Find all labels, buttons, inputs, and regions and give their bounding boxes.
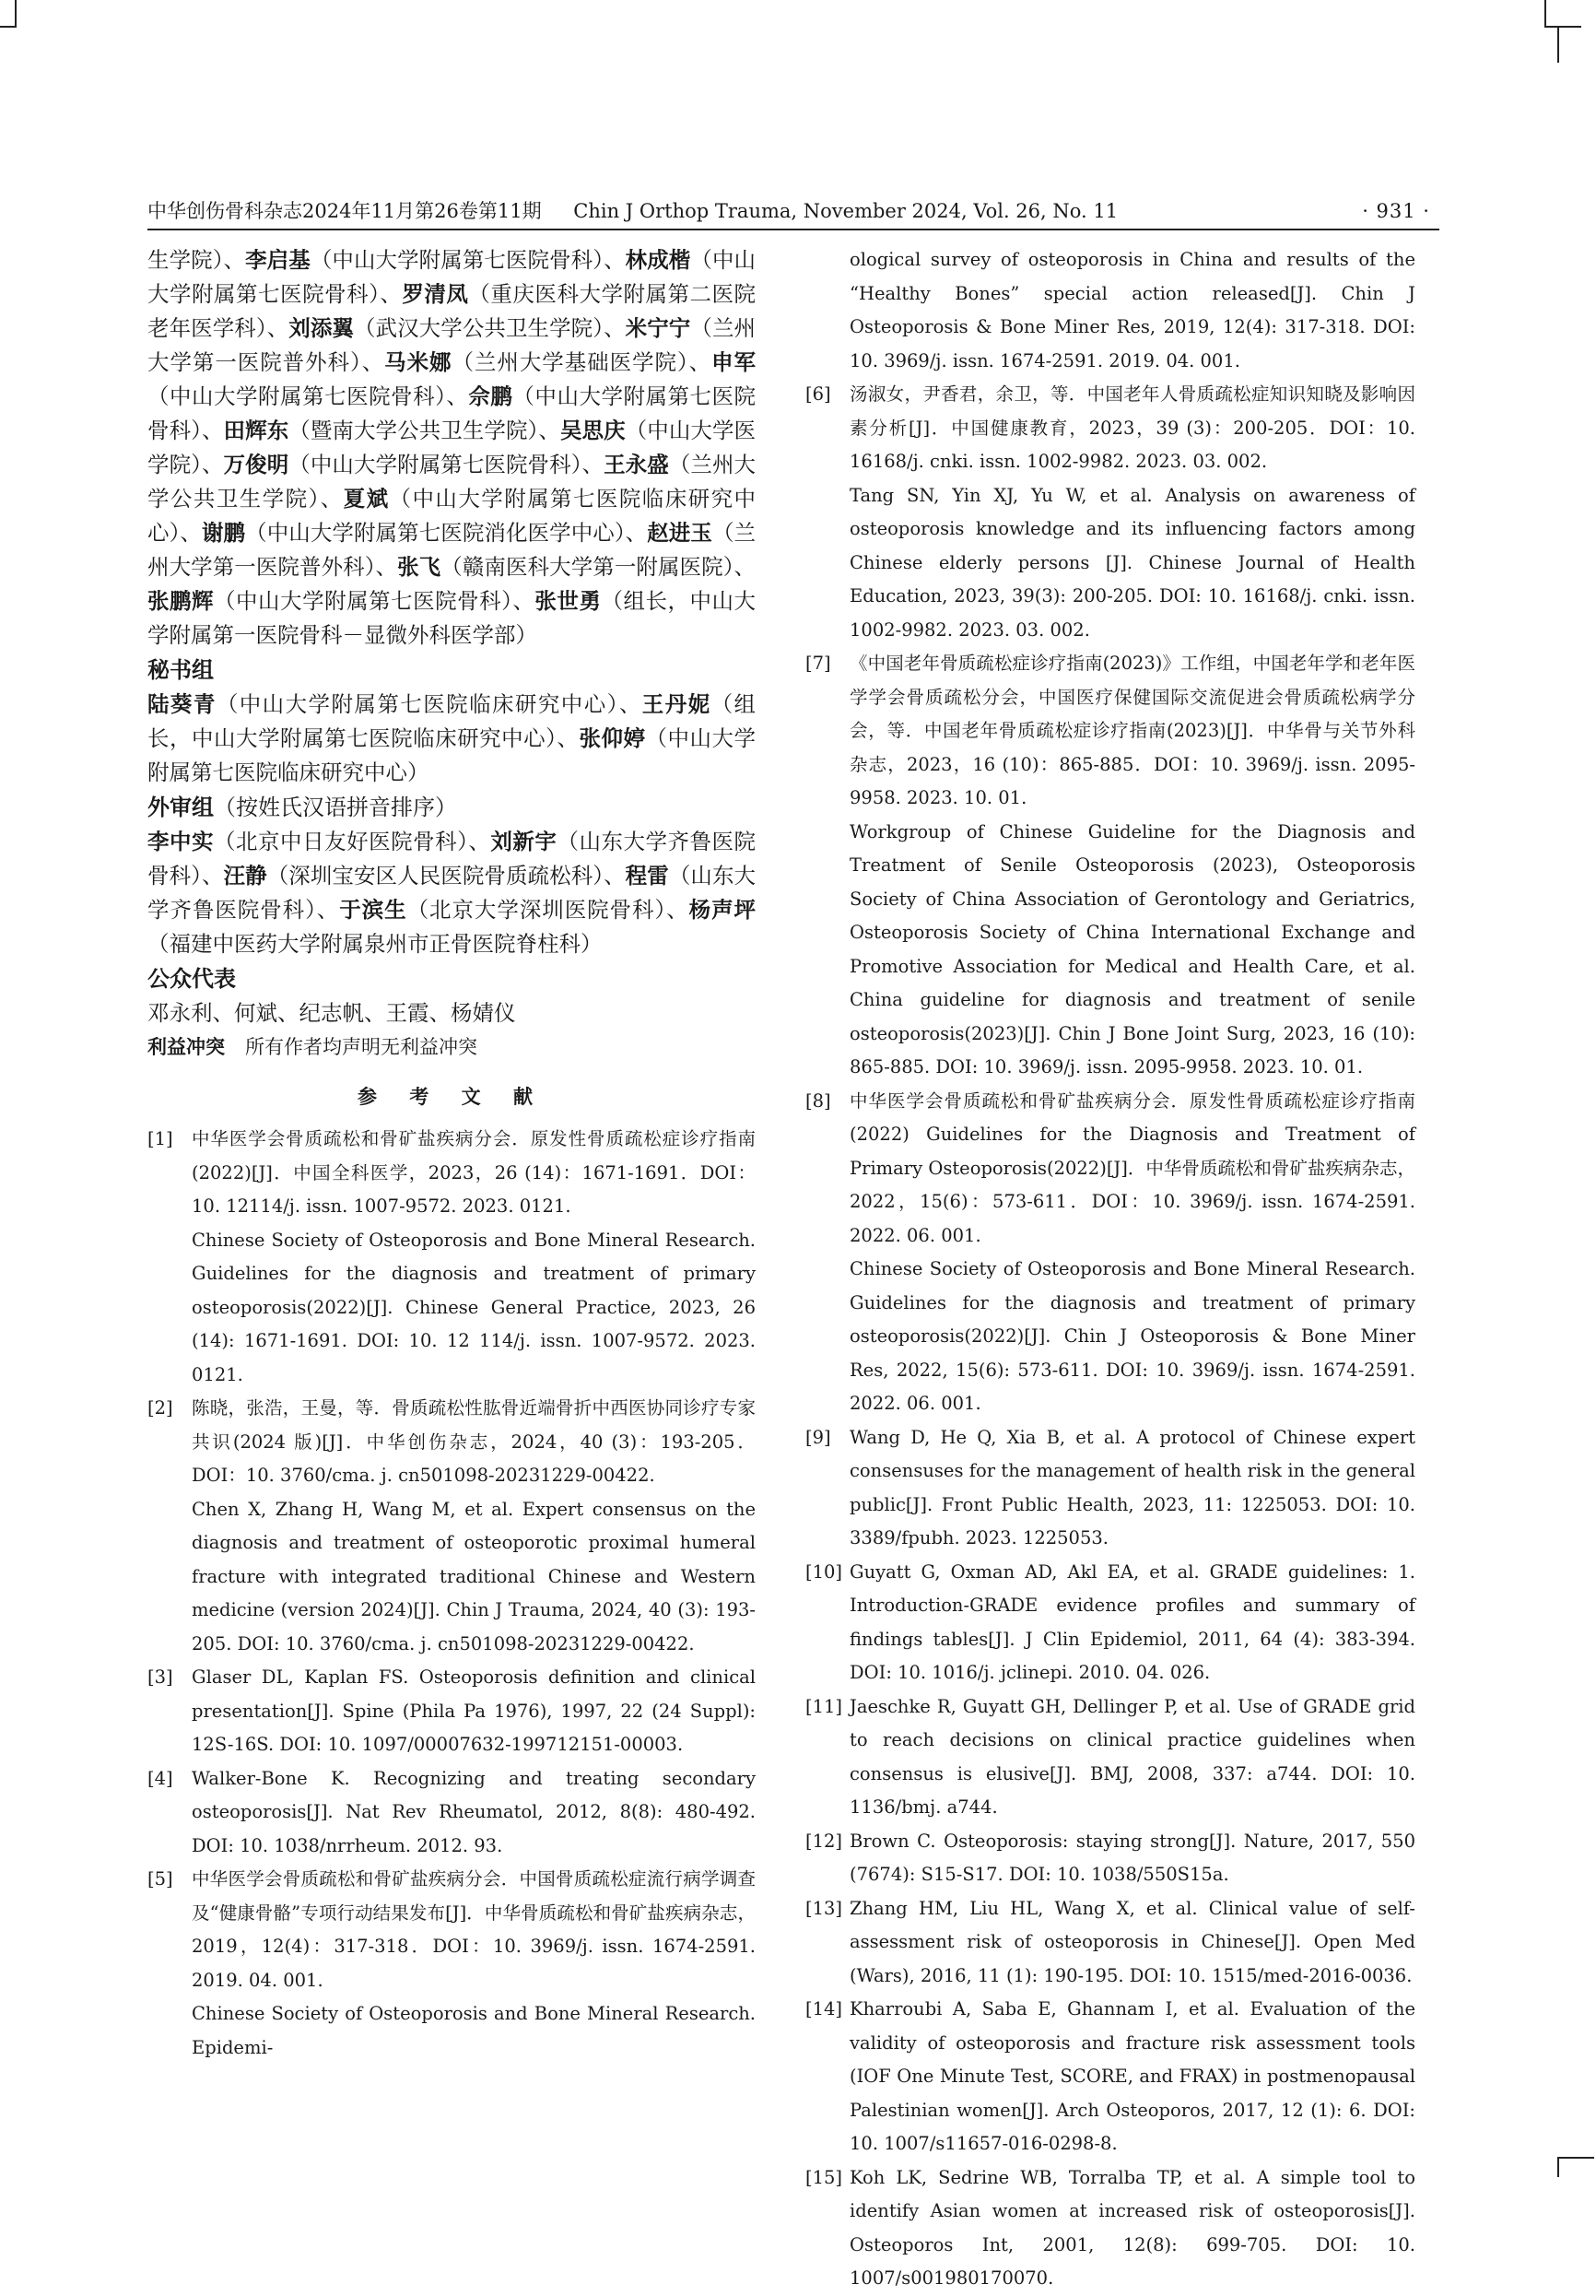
member-name: 林成楷 (625, 247, 691, 273)
member-affiliation: （中山大学医学院）、 (147, 418, 757, 477)
reference-item (805, 2161, 1415, 2296)
member-affiliation: （中山大学附属第七医院骨科）、 (214, 588, 535, 614)
member-affiliation: （武汉大学公共卫生学院）、 (353, 315, 626, 341)
member-affiliation: （中山大学附属第七医院临床研究中心）、 (147, 486, 757, 546)
reference-number: [12] (805, 1830, 843, 1852)
reference-item (805, 1993, 1415, 2161)
reference-item (805, 243, 1415, 378)
reference-text: Guyatt G, Oxman AD, Akl EA, et al. GRADE guidelines: 1. Introduction-GRADE evidence profiles and summary of findings tables[J]. J Clin Epidemiol, 2011, 64 (4): 383-394. DOI: 10. 1016/j. jclinepi. 2010. 04. 026. (850, 1560, 1415, 1683)
reference-number: [8] (805, 1089, 831, 1112)
reference-number: [2] (147, 1397, 173, 1419)
page-number: · 931 · (1362, 200, 1430, 222)
member-name: 刘添翼 (288, 315, 354, 341)
external-review-title: 外审组 (147, 794, 214, 820)
member-name: 李中实 (147, 829, 215, 854)
member-affiliation: （兰州大学第一医院普外科）、 (147, 520, 757, 580)
reference-number: [3] (147, 1666, 173, 1688)
crop-mark (1544, 0, 1546, 28)
crop-mark (15, 0, 17, 28)
member-affiliation: （中山大学附属第七医院骨科）、 (147, 383, 757, 443)
reference-item (147, 1863, 756, 2065)
public-reps-heading: 公众代表 (147, 965, 236, 992)
reference-text: Kharroubi A, Saba E, Ghannam I, et al. Evaluation of the validity of osteoporosis and fracture risk assessment tools (IOF One Minute Test, SCORE, and FRAX) in postmenopausal Palestinian women[J]. Arch Osteoporos, 2017, 12 (1): 6. DOI: 10. 1007/s11657-016-0298-8. (850, 1998, 1415, 2154)
member-name: 米宁宁 (625, 315, 691, 341)
member-name: 申军 (711, 349, 757, 375)
member-affiliation: （福建中医药大学附属泉州市正骨医院脊柱科） (147, 931, 603, 957)
member-affiliation: （深圳宝安区人民医院骨质疏松科）、 (266, 863, 626, 889)
member-affiliation: （中山大学附属第七医院骨科）、 (288, 452, 604, 477)
reference-number: [13] (805, 1897, 843, 1919)
reference-text: Wang D, He Q, Xia B, et al. A protocol of Chinese expert consensuses for the management of health risk in the general public[J]. Front Public Health, 2023, 11: 1225053. DOI: 10. 3389/fpubh. 2023. 1225053. (850, 1426, 1415, 1548)
reference-number: [11] (805, 1695, 843, 1717)
reference-number: [1] (147, 1128, 173, 1149)
reference-text: 《中国老年骨质疏松症诊疗指南(2023)》工作组，中国老年学和老年医学学会骨质疏松分会，中国医疗保健国际交流促进会骨质疏松病学分会，等．中国老年骨质疏松症诊疗指南(2023)[J]．中华骨与关节外科杂志，2023，16 (10)：865-885．DOI：10. 3969/j. issn. 2095-9958. 2023. 10. 01. (850, 653, 1415, 808)
reference-number: [5] (147, 1868, 173, 1890)
member-affiliation: （中山大学附属第七医院临床研究中心）、 (216, 691, 642, 717)
reference-text: 陈晓，张浩，王曼，等．骨质疏松性肱骨近端骨折中西医协同诊疗专家共识(2024 版)[J]．中华创伤杂志，2024，40 (3)：193-205．DOI：10. 3760/cma. j. cn501098-20231229-00422. (192, 1397, 756, 1486)
crop-mark (1557, 26, 1559, 63)
member-affiliation: （重庆医科大学附属第二医院老年医学科）、 (147, 281, 757, 341)
running-header (147, 197, 1439, 230)
journal-cn: 中华创伤骨科杂志2024年11月第26卷第11期 (147, 200, 542, 222)
conflict-statement (147, 1030, 756, 1064)
crop-mark (1557, 2157, 1594, 2159)
reference-number: [9] (805, 1426, 831, 1448)
reference-english: Tang SN, Yin XJ, Yu W, et al. Analysis on awareness of osteoporosis knowledge and its influencing factors among Chinese elderly persons [J]. Chinese Journal of Health Education, 2023, 39(3): 200-205. DOI: 10. 16168/j. cnki. issn. 1002-9982. 2023. 03. 002. (850, 484, 1415, 641)
reference-item (805, 1825, 1415, 1892)
member-name: 万俊明 (223, 452, 289, 477)
member-name: 马米娜 (384, 349, 452, 375)
reference-text: Koh LK, Sedrine WB, Torralba TP, et al. A simple tool to identify Asian women at increased risk of osteoporosis[J]. Osteoporos Int, 2001, 12(8): 699-705. DOI: 10. 1007/s001980170070. (850, 2166, 1415, 2289)
left-column (147, 243, 756, 2065)
reference-english: Chen X, Zhang H, Wang M, et al. Expert consensus on the diagnosis and treatment of osteoporotic proximal humeral fracture with integrated traditional Chinese and Western medicine (version 2024)[J]. Chin J Trauma, 2024, 40 (3): 193-205. DOI: 10. 3760/cma. j. cn501098-20231229-00422. (192, 1498, 756, 1654)
reference-item (805, 378, 1415, 647)
reference-item (805, 1556, 1415, 1690)
reference-text: Walker-Bone K. Recognizing and treating secondary osteoporosis[J]. Nat Rev Rheumatol, 2012, 8(8): 480-492. DOI: 10. 1038/nrrheum. 2012. 93. (192, 1767, 756, 1856)
member-affiliation: （中山大学附属第七医院骨科）、 (310, 247, 626, 273)
reference-english: Chinese Society of Osteoporosis and Bone Mineral Research. Epidemi- (192, 2003, 756, 2058)
reference-item (805, 1892, 1415, 1994)
member-affiliation: （兰州大学公共卫生学院）、 (147, 452, 757, 512)
member-affiliation: （兰州大学第一医院普外科）、 (147, 315, 757, 375)
member-name: 张世勇 (534, 588, 602, 614)
member-affiliation: （山东大学齐鲁医院骨科）、 (147, 863, 757, 923)
reference-item (147, 1392, 756, 1661)
reference-text: 汤淑女，尹香君，余卫，等．中国老年人骨质疏松症知识知晓及影响因素分析[J]．中国健康教育，2023，39 (3)：200-205．DOI：10. 16168/j. cnki. issn. 1002-9982. 2023. 03. 002. (850, 383, 1415, 472)
member-name: 谢鹏 (201, 520, 246, 546)
member-name: 张飞 (397, 554, 441, 580)
member-name: 王丹妮 (641, 691, 711, 717)
right-column (805, 243, 1415, 2296)
reference-item (805, 1690, 1415, 1825)
reference-number: [7] (805, 653, 831, 674)
reference-item (147, 1661, 756, 1762)
reference-number: [15] (805, 2166, 843, 2188)
reference-text: 中华医学会骨质疏松和骨矿盐疾病分会．原发性骨质疏松症诊疗指南(2022) Guidelines for the Diagnosis and Treatment of Primary Osteoporosis(2022)[J]．中华骨质疏松和骨矿盐疾病杂志，2022，15(6)：573-611．DOI：10. 3969/j. issn. 1674-2591. 2022. 06. 001. (850, 1089, 1415, 1246)
secretariat-heading: 秘书组 (147, 656, 214, 683)
member-affiliation: （兰州大学基础医学院）、 (452, 349, 712, 375)
member-affiliation: （赣南医科大学第一附属医院）、 (440, 554, 757, 580)
member-affiliation: （暨南大学公共卫生学院）、 (288, 418, 560, 443)
reference-english: Workgroup of Chinese Guideline for the Diagnosis and Treatment of Senile Osteoporosis (2023), Osteoporosis Society of China Association of Gerontology and Geriatrics, Osteoporosis Society of China International Exchange and Promotive Association for Medical and Health Care, et al. China guideline for diagnosis and treatment of senile osteoporosis(2023)[J]. Chin J Bone Joint Surg, 2023, 16 (10): 865-885. DOI: 10. 3969/j. issn. 2095-9958. 2023. 10. 01. (850, 820, 1415, 1077)
reference-text: 中华医学会骨质疏松和骨矿盐疾病分会．原发性骨质疏松症诊疗指南(2022)[J]．中国全科医学，2023，26 (14)：1671-1691．DOI：10. 12114/j. issn. 1007-9572. 2023. 0121. (192, 1128, 756, 1217)
member-name: 杨声坪 (688, 897, 757, 923)
member-name: 吴思庆 (559, 418, 626, 443)
member-name: 赵进玉 (647, 520, 712, 546)
journal-en: Chin J Orthop Trauma, November 2024, Vol. 26, No. 11 (573, 200, 1119, 222)
reference-number: [14] (805, 1998, 843, 2019)
reference-text: 中华医学会骨质疏松和骨矿盐疾病分会．中国骨质疏松症流行病学调查及“健康骨骼”专项行动结果发布[J]．中华骨质疏松和骨矿盐疾病杂志，2019，12(4)：317-318．DOI：10. 3969/j. issn. 1674-2591. 2019. 04. 001. (192, 1868, 756, 1991)
member-name: 陆葵青 (147, 691, 217, 717)
journal-info (147, 197, 1144, 225)
crop-mark (1544, 26, 1581, 28)
reference-number: [4] (147, 1767, 173, 1789)
member-affiliation: 生学院）、 (147, 247, 246, 273)
reference-text: Brown C. Osteoporosis: staying strong[J]. Nature, 2017, 550 (7674): S15-S17. DOI: 10. 1038/550S15a. (850, 1830, 1415, 1885)
member-affiliation: （山东大学齐鲁医院骨科）、 (147, 829, 757, 889)
member-affiliation: （北京中日友好医院骨科）、 (214, 829, 491, 854)
reference-english: Chinese Society of Osteoporosis and Bone Mineral Research. Guidelines for the diagnosis and treatment of primary osteoporosis(2022)[J]. Chin J Osteoporosis & Bone Miner Res, 2022, 15(6): 573-611. DOI: 10. 3969/j. issn. 1674-2591. 2022. 06. 001. (850, 1258, 1415, 1414)
reference-number: [6] (805, 383, 831, 405)
member-affiliation: （中山大学附属第七医院骨科）、 (147, 247, 757, 307)
member-affiliation: （组长，中山大学附属第七医院临床研究中心）、 (147, 691, 757, 751)
reference-item (147, 1123, 756, 1392)
member-name: 李启基 (245, 247, 311, 273)
references-list-left (147, 1123, 756, 2065)
reference-english: Chinese Society of Osteoporosis and Bone Mineral Research. Guidelines for the diagnosis and treatment of primary osteoporosis(2022)[J]. Chinese General Practice, 2023, 26 (14): 1671-1691. DOI: 10. 12 114/j. issn. 1007-9572. 2023. 0121. (192, 1229, 756, 1385)
authors-list (147, 243, 756, 653)
reference-item (805, 1421, 1415, 1556)
member-affiliation: （中山大学附属第七医院骨科）、 (147, 383, 469, 409)
reference-item (805, 647, 1415, 1085)
member-name: 罗清凤 (402, 281, 469, 307)
member-affiliation: （中山大学附属第七医院临床研究中心） (147, 725, 757, 785)
member-name: 刘新宇 (490, 829, 557, 854)
reference-text: Jaeschke R, Guyatt GH, Dellinger P, et al. Use of GRADE grid to reach decisions on clinical practice guidelines when consensus is elusive[J]. BMJ, 2008, 337: a744. DOI: 10. 1136/bmj. a744. (850, 1695, 1415, 1818)
member-name: 王永盛 (604, 452, 669, 477)
reference-text: ological survey of osteoporosis in China and results of the “Healthy Bones” special action released[J]. Chin J Osteoporosis & Bone Miner Res, 2019, 12(4): 317-318. DOI: 10. 3969/j. issn. 1674-2591. 2019. 04. 001. (850, 249, 1415, 371)
crop-mark (1557, 2157, 1559, 2177)
member-name: 程雷 (625, 863, 669, 889)
references-title: 参 考 文 献 (358, 1085, 546, 1108)
references-list-right (805, 243, 1415, 2296)
external-review-note: （按姓氏汉语拼音排序） (214, 795, 457, 820)
member-name: 田辉东 (223, 418, 289, 443)
conflict-text: 所有作者均声明无利益冲突 (245, 1036, 477, 1058)
public-reps-names: 邓永利、何斌、纪志帆、王霞、杨婧仪 (147, 1000, 516, 1026)
member-name: 张仰婷 (579, 725, 646, 751)
member-name: 张鹏辉 (147, 588, 215, 614)
reference-item (805, 1085, 1415, 1421)
member-name: 佘鹏 (468, 383, 513, 409)
member-affiliation: （中山大学附属第七医院消化医学中心）、 (245, 520, 648, 546)
member-name: 夏斌 (343, 486, 390, 512)
member-name: 汪静 (223, 863, 267, 889)
external-review-list (147, 825, 756, 961)
reference-item (147, 1762, 756, 1864)
reference-text: Glaser DL, Kaplan FS. Osteoporosis definition and clinical presentation[J]. Spine (Phila Pa 1976), 1997, 22 (24 Suppl): 12S-16S. DOI: 10. 1097/00007632-199712151-00003. (192, 1666, 756, 1755)
member-affiliation: （组长，中山大学附属第一医院骨科－显微外科医学部） (147, 588, 757, 648)
reference-number: [10] (805, 1560, 843, 1583)
secretariat-list (147, 688, 756, 790)
member-affiliation: （北京大学深圳医院骨科）、 (406, 897, 689, 923)
external-review-heading (147, 790, 756, 825)
member-name: 于滨生 (339, 897, 407, 923)
reference-text: Zhang HM, Liu HL, Wang X, et al. Clinical value of self-assessment risk of osteoporosis in Chinese[J]. Open Med (Wars), 2016, 11 (1): 190-195. DOI: 10. 1515/med-2016-0036. (850, 1897, 1415, 1986)
conflict-label: 利益冲突 (147, 1035, 225, 1058)
